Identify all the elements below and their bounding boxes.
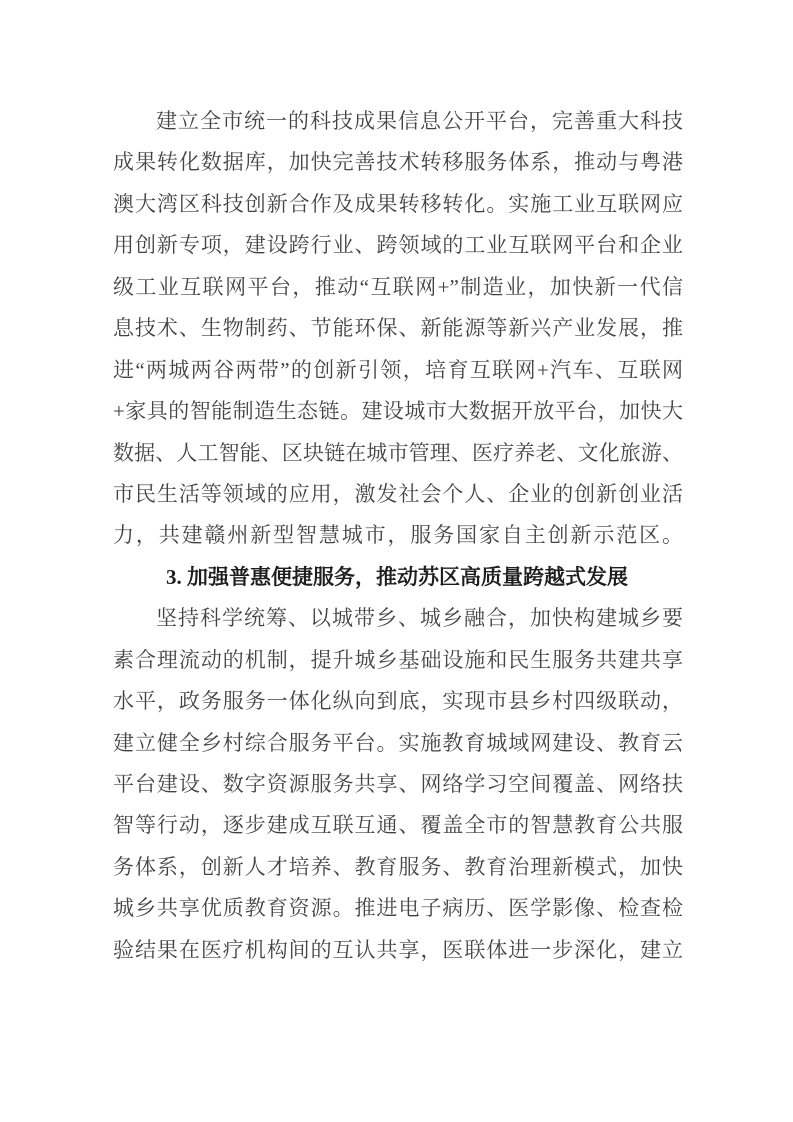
paragraph2-line: 智等行动，逐步建成互联互通、覆盖全市的智慧教育公共服 [113,813,683,838]
paragraph1-line: 建立全市统一的科技成果信息公开平台，完善重大科技 [156,109,683,133]
section-heading: 3. 加强普惠便捷服务，推动苏区高质量跨越式发展 [166,564,628,589]
paragraph2-line: 坚持科学统筹、以城带乡、城乡融合，加快构建城乡要 [156,606,683,631]
paragraph2-line: 建立健全乡村综合服务平台。实施教育城域网建设、教育云 [113,730,683,755]
paragraph1-line: 息技术、生物制药、节能环保、新能源等新兴产业发展，推 [113,316,683,341]
paragraph2-line: 务体系，创新人才培养、教育服务、教育治理新模式，加快 [113,854,683,879]
paragraph2-line: 水平，政务服务一体化纵向到底，实现市县乡村四级联动， [113,689,683,714]
paragraph1-line: 级工业互联网平台，推动“互联网+”制造业，加快新一代信 [113,274,683,299]
paragraph1-line: 力，共建赣州新型智慧城市，服务国家自主创新示范区。 [113,523,683,548]
paragraph1-line: 进“两城两谷两带”的创新引领，培育互联网+汽车、互联网 [113,357,683,382]
paragraph2-line: 平台建设、数字资源服务共享、网络学习空间覆盖、网络扶 [113,772,683,796]
paragraph2-line: 城乡共享优质教育资源。推进电子病历、医学影像、检查检 [113,896,683,921]
paragraph2-line: 素合理流动的机制，提升城乡基础设施和民生服务共建共享 [113,647,683,672]
paragraph2-line: 验结果在医疗机构间的互认共享，医联体进一步深化，建立 [113,937,683,962]
paragraph1-line: +家具的智能制造生态链。建设城市大数据开放平台，加快大 [113,399,683,424]
paragraph1-line: 成果转化数据库，加快完善技术转移服务体系，推动与粤港 [113,150,683,175]
paragraph1-line: 数据、人工智能、区块链在城市管理、医疗养老、文化旅游、 [113,440,683,465]
paragraph1-line: 澳大湾区科技创新合作及成果转移转化。实施工业互联网应 [113,191,683,216]
document-body [113,101,683,971]
paragraph1-line: 用创新专项，建设跨行业、跨领域的工业互联网平台和企业 [113,233,683,258]
paragraph1-line: 市民生活等领域的应用，激发社会个人、企业的创新创业活 [113,481,683,506]
